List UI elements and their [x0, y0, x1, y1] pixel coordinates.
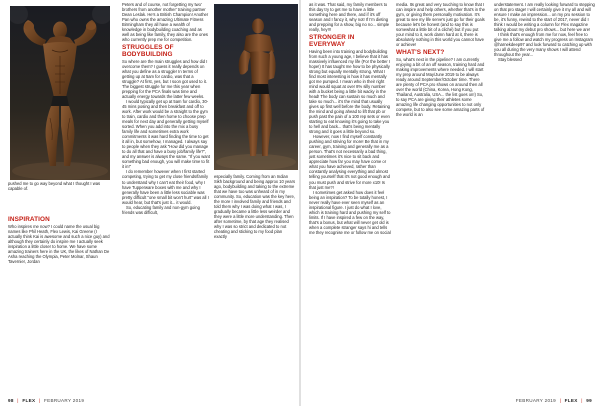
- col4-paragraph-3: However, now I find myself constantly pushing and striving for more! Be that in my career, gym, training and generally me as a person. That's not necessarily a bad thing, just sometimes it's nice to sit back and appreciate how far you may have come or what you have achieved, rather than constantly analysing everything and almost telling yourself that it's not good enough and you must push and strive for more x10! Is that just me?!: [309, 134, 390, 190]
- folio-separator-left: |: [17, 398, 19, 403]
- inspiration-text: Who inspires me now? I could name the usual big names like Phil Heath, Flex Lewis, Kai Greene (I actually think Kai is awesome and such a nice guy) and although they certainly do inspire me I actually seek inspiration a little closer to home. We have some amazing trainers here in the UK, the likes of Nathan De Asha reaching the Olympia, Peter Molnar, Shaun Tavernier, Jordan: [8, 224, 110, 265]
- folio-separator-right: |: [559, 398, 562, 403]
- column-stronger: [309, 2, 391, 235]
- col4-paragraph-1: as it was. That said, my family members to this day try to get me to have a little something here and there, and if it's off season and I fancy it, why not! If I'm dieting and prepping for a show, big no no... simple really, hey!!!: [309, 2, 390, 33]
- page-number-left: 98: [8, 398, 14, 403]
- issue-date-left: FEBRUARY 2019: [43, 398, 85, 403]
- col4-paragraph-4: I sometimes get asked how does it feel being an inspiration? To be totally honest, I never really have ever seen myself as an inspirational figure. I just do what I love, which is training hard and pushing my self to limits. If I have inspired a few on the way, that's a bonus, but what will never get old is when a complete stranger says hi and tells me they recognise me or follow me on social: [309, 189, 391, 235]
- publication-name-right: FLEX: [564, 398, 578, 403]
- heading-inspiration: INSPIRATION: [8, 216, 50, 223]
- col5-paragraph-2: So, what's next in the pipeline? I am currently enjoying a bit of an off season, training hard and making improvements where needed. I will start my prep around May/June 2019 to be always ready around September/October time. There are plenty of PCA pro shows on around then all over the world (China, Korea, Hong Kong, Thailand, Australia, USA... the list goes on!) So, to say PCA are giving their athletes some amazing life changing opportunities to not only compete, but to also see some amazing parts of the world is an: [396, 57, 485, 118]
- column-whats-next: [396, 2, 486, 117]
- issue-date-right: FEBRUARY 2019: [515, 398, 557, 403]
- publication-name-left: FLEX: [22, 398, 36, 403]
- heading-stronger: STRONGER IN EVERYWAY: [309, 34, 355, 49]
- side-pose-illustration: [214, 4, 298, 170]
- page-number-right: 99: [586, 398, 592, 403]
- col6-paragraph-1: understatement. I am really looking forward to stepping on that pro stage! I will certainly give it my all and will ensure I make an impression... on my pro session to be, it's funny, rewind to the start of 2017, never did I think I would be writing a column for Flex magazine talking about my debut pro shows... but here we are!: [494, 2, 595, 33]
- heading-struggles: STRUGGLES OF BODYBUILDING: [122, 44, 174, 59]
- folio-separator-right-2: |: [581, 398, 583, 403]
- side-pose-photo: [214, 4, 298, 170]
- bodybuilder-illustration: [10, 6, 110, 180]
- intro-caption: pushed me to go way beyond what I thought I was capable of.: [8, 181, 101, 192]
- col6-paragraph-2: I think that's enough from me for now, feel free to give me a follow and watch my progress on Instagram @harnekdeep97 and look forward to catching up with you all during the very many shows I will attend throughout the year...: [494, 32, 593, 58]
- col2-paragraph-1: Peters and of course, not forgetting my two' brothers from another mother' training partner Dean Leslak. He's a British Champion! Another Pan who owns the amazing Ultimate Fitness Birmingham they all have a wealth of knowledge in bodybuilding coaching and as well as being like family, they also are the ones who currently prep me for competition.: [122, 2, 209, 43]
- heading-whats-next: WHAT'S NEXT?: [396, 49, 445, 57]
- folio-separator-left-2: |: [38, 398, 41, 403]
- column-struggles: [122, 2, 210, 215]
- column-inspiration: [8, 214, 112, 264]
- col3-text: especially family. Coming from an Indian Sikh background and being approx 10 years ago, bodybuilding and taking to the extreme that we have too was unheard of in my community. So, education was the key here, the more I involved family and friends and told them why I was doing what I was, I gradually became a little less weirder and they were a little more understanding. Then after sometime, by that age they realised why I was so strict and dedicated to not cheating and sticking to my food plan exactly: [214, 174, 296, 240]
- col2-paragraph-2: So where are the main struggles and how did I overcome them? I guess it really depends on what you define as a struggle! In terms of getting up at 5am for cardio, was that a struggle? At first, yes, but I soon got used to it. The biggest struggle for me this year when prepping for the PCA finals was time and actually energy towards the latter few weeks.: [122, 59, 208, 100]
- page-gutter: [299, 0, 301, 406]
- col2-paragraph-4: I do remember however when I first started competing, trying to get my close friends/family to understand why I can't eat their food, why I have Tupperware boxes with me and why I generally have been a little less sociable was pretty difficult "one small bit won't hurt" was all I would hear, but that's just it... it would.: [122, 169, 209, 205]
- col2-paragraph-3: I would typically get up at 5am for cardio, 30-45 mins posing and then breakfast and off to work. After work would be a straight to the gym to train, cardio and then home to choose prep meals for next day and generally getting myself sorted. When you add into the mix a busy family life and sometimes extra work commitments it was hard finding the time to get it all in, but somehow, I managed. I always say to people when they ask "How did you manage to do all that and have a busy job/family life?", and my answer is always the same. "If you want something bad enough, you will make time to fit it in!": [122, 99, 211, 170]
- col5-paragraph-1: media. Its great and very touching to know that I can inspire and help others, whether that's in the gym, or giving them personally motivation. It's great to see my life serve's just go for their goals because let's be honest (and to say this is somewhat a little bit of a cliché) but if you put your mind to it, work damn hard at it, there is absolutely nothing in this world you cannot have or achieve!: [396, 2, 485, 48]
- bodybuilder-stage-photo: [10, 6, 110, 180]
- folio-left: [8, 398, 84, 403]
- col4-paragraph-2: Having been into training and bodybuilding from such a young age, I believe that it has massively influenced my life (For the better I hope!) It has taught me how to be physically strong but equally mentally strong. What I find most interesting is how it has mentally got me pumped. I mean who in their right mind would squat at over 8% silly number with a bucket being a little bit wacky in the head! The body can sustain so much and take so much... it's the mind that usually gives up first well before the body. Retaining the mind and going ahead to lift that pb or push past the pain of a 100 rep sets or even starting to eat knowing it's going to take you to hell and back... that's being mentally strong and it goes a little beyond so.: [309, 49, 391, 135]
- folio-right: [516, 398, 592, 403]
- column-closing: [494, 2, 596, 62]
- col6-signoff: Stay blessed: [498, 57, 522, 63]
- column-family: [214, 174, 296, 239]
- col2-paragraph-5: So, educating family and non-gym going friends was difficult,: [122, 204, 200, 215]
